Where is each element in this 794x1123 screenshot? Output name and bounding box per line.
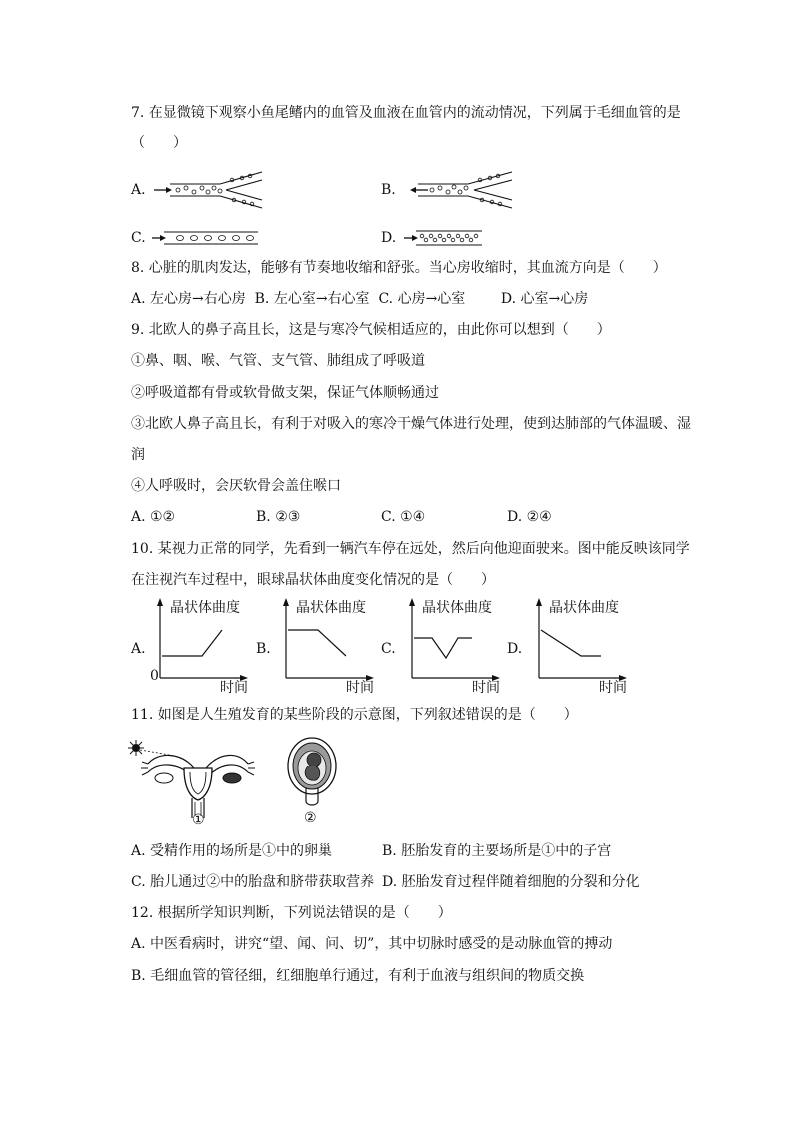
q7-vessel-diagram-a bbox=[150, 166, 270, 214]
q8-options: A. 左心房→右心房 B. 左心室→右心室 C. 心房→心室 D. 心室→心房 bbox=[131, 291, 589, 307]
q12-option-a: A. 中医看病时，讲究“望、闻、问、切”，其中切脉时感受的是动脉血管的搏动 bbox=[131, 936, 613, 952]
q10-a-ylabel: 晶状体曲度 bbox=[170, 600, 240, 616]
q10-stem-line1: 10. 某视力正常的同学，先看到一辆汽车停在远处，然后向他迎面驶来。图中能反映该同学 bbox=[131, 541, 690, 557]
q10-d-ylabel: 晶状体曲度 bbox=[549, 600, 619, 616]
q10-option-b-label: B. bbox=[256, 641, 271, 657]
q11-option-b: B. 胚胎发育的主要场所是①中的子宫 bbox=[382, 843, 612, 859]
q11-option-d: D. 胚胎发育过程伴随着细胞的分裂和分化 bbox=[382, 874, 640, 890]
q10-b-xlabel: 时间 bbox=[346, 680, 374, 696]
q11-option-a: A. 受精作用的场所是①中的卵巢 bbox=[131, 843, 333, 859]
q10-b-curve bbox=[288, 630, 346, 656]
q9-item-4: ④人呼吸时，会厌软骨会盖住喉口 bbox=[131, 478, 341, 494]
q8-stem: 8. 心脏的肌肉发达，能够有节奏地收缩和舒张。当心房收缩时，其血流方向是（ ） bbox=[131, 260, 667, 276]
q7-option-b-label: B. bbox=[381, 182, 396, 198]
q12-stem: 12. 根据所学知识判断，下列说法错误的是（ ） bbox=[131, 905, 452, 921]
q10-d-curve bbox=[541, 630, 601, 656]
q10-graph-d bbox=[525, 596, 635, 696]
q11-figure-label-2: ② bbox=[304, 810, 317, 826]
q7-stem: 7. 在显微镜下观察小鱼尾鳍内的血管及血液在血管内的流动情况，下列属于毛细血管的是 bbox=[131, 105, 681, 121]
q9-option-c: C. ①④ bbox=[381, 509, 426, 525]
q7-vessel-diagram-c bbox=[150, 226, 262, 250]
q7-vessel-diagram-b bbox=[400, 166, 520, 214]
q11-stem: 11. 如图是人生殖发育的某些阶段的示意图，下列叙述错误的是（ ） bbox=[131, 707, 578, 723]
q12-option-b: B. 毛细血管的管径细，红细胞单行通过，有利于血液与组织间的物质交换 bbox=[131, 968, 585, 984]
q10-graph-a bbox=[146, 596, 256, 696]
q10-a-xlabel: 时间 bbox=[220, 680, 248, 696]
q10-c-ylabel: 晶状体曲度 bbox=[422, 600, 492, 616]
q7-vessel-diagram-d bbox=[402, 226, 484, 250]
q10-a-curve bbox=[162, 630, 222, 656]
q10-a-origin: 0 bbox=[150, 668, 159, 684]
q10-d-xlabel: 时间 bbox=[599, 680, 627, 696]
q10-c-xlabel: 时间 bbox=[472, 680, 500, 696]
q7-answer-paren: （ ） bbox=[131, 135, 187, 151]
q9-option-b: B. ②③ bbox=[256, 509, 301, 525]
q9-option-d: D. ②④ bbox=[507, 509, 552, 525]
fetus-in-uterus-illustration bbox=[284, 736, 340, 824]
q10-graph-b bbox=[272, 596, 382, 696]
reproductive-system-illustration bbox=[128, 738, 268, 828]
q7-option-d-label: D. bbox=[381, 230, 397, 246]
q10-option-d-label: D. bbox=[507, 641, 523, 657]
q11-figure-label-1: ① bbox=[192, 812, 205, 828]
q11-option-c: C. 胎儿通过②中的胎盘和脐带获取营养 bbox=[131, 874, 375, 890]
q9-item-2: ②呼吸道都有骨或软骨做支架，保证气体顺畅通过 bbox=[131, 385, 439, 401]
q9-option-a: A. ①② bbox=[131, 509, 176, 525]
q7-option-a-label: A. bbox=[131, 182, 146, 198]
q10-option-c-label: C. bbox=[381, 641, 396, 657]
q10-b-ylabel: 晶状体曲度 bbox=[296, 600, 366, 616]
q9-item-1: ①鼻、咽、喉、气管、支气管、肺组成了呼吸道 bbox=[131, 353, 425, 369]
q10-option-a-label: A. bbox=[131, 641, 146, 657]
q9-stem: 9. 北欧人的鼻子高且长，这是与寒冷气候相适应的，由此你可以想到（ ） bbox=[131, 322, 611, 338]
q10-graph-c bbox=[398, 596, 508, 696]
q10-stem-line2: 在注视汽车过程中，眼球晶状体曲度变化情况的是（ ） bbox=[131, 572, 495, 588]
q7-option-c-label: C. bbox=[131, 230, 146, 246]
q10-c-curve bbox=[414, 638, 472, 658]
q9-item-3-continued: 润 bbox=[131, 447, 145, 463]
q9-item-3: ③北欧人鼻子高且长，有利于对吸入的寒冷干燥气体进行处理，使到达肺部的气体温暖、湿 bbox=[131, 416, 691, 432]
